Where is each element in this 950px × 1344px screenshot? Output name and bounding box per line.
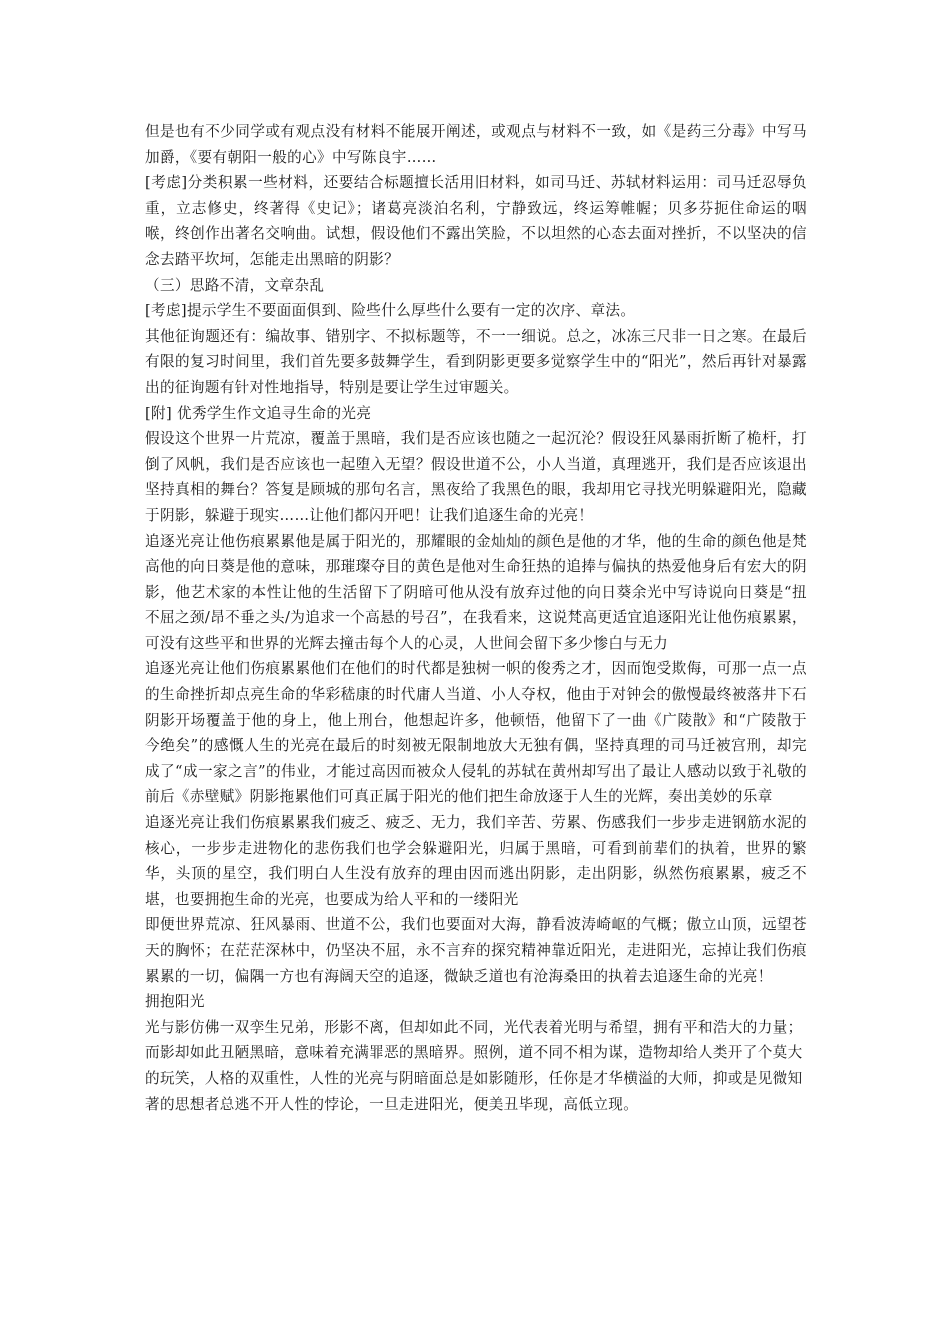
paragraph: 追逐光亮让他们伤痕累累他们在他们的时代都是独树一帜的俊秀之才，因而饱受欺侮，可那一点一点的生命挫折却点亮生命的华彩嵇康的时代庸人当道、小人夺权，他由于对钟会的傲慢最终被落井下石阴影开场覆盖于他的身上，他上刑台，他想起许多，他顿悟，他留下了一曲《广陵散》和“广陵散于今绝矣”的感慨人生的光亮在最后的时刻被无限制地放大无独有偶，坚持真理的司马迁被宫刑，却完成了“成一家之言”的伟业，才能过高因而被众人侵轧的苏轼在黄州却写出了最让人感动以致于礼敬的前后《赤壁赋》阴影拖累他们可真正属于阳光的他们把生命放逐于人生的光辉，奏出美妙的乐章 — [145, 660, 807, 806]
paragraph: 即便世界荒凉、狂风暴雨、世道不公，我们也要面对大海，静看波涛崎岖的气概；傲立山顶，远望苍天的胸怀；在茫茫深林中，仍坚决不屈，永不言弃的探究精神靠近阳光，走进阳光，忘掉让我们伤痕累累的一切，偏隅一方也有海阔天空的追逐，微缺乏道也有沧海桑田的执着去追逐生命的光亮！ — [145, 916, 807, 985]
paragraph: 但是也有不少同学或有观点没有材料不能展开阐述，或观点与材料不一致，如《是药三分毒》中写马加爵，《要有朝阳一般的心》中写陈良宇…… — [145, 123, 807, 166]
paragraph: 光与影仿佛一双孪生兄弟，形影不离，但却如此不同，光代表着光明与希望，拥有平和浩大的力量；而影却如此丑陋黑暗，意味着充满罪恶的黑暗界。照例，道不同不相为谋，造物却给人类开了个莫大的玩笑，人格的双重性，人性的光亮与阴暗面总是如影随形，任你是才华横溢的大师，抑或是见微知著的思想者总逃不开人性的悖论，一旦走进阳光，便美丑毕现，高低立现。 — [145, 1018, 803, 1113]
section-heading: （三）思路不清，文章杂乱 — [145, 276, 325, 294]
paragraph: 假设这个世界一片荒凉，覆盖于黑暗，我们是否应该也随之一起沉沦？假设狂风暴雨折断了桅杆，打倒了风帆，我们是否应该也一起堕入无望？假设世道不公，小人当道，真理逃开，我们是否应该退出坚持真相的舞台？答复是顾城的那句名言，黑夜给了我黑色的眼，我却用它寻找光明躲避阳光，隐藏于阴影，躲避于现实……让他们都闪开吧！让我们追逐生命的光亮！ — [145, 430, 807, 524]
document-body — [145, 119, 807, 1117]
essay-title: [附] 优秀学生作文追寻生命的光亮 — [145, 404, 372, 422]
paragraph: 追逐光亮让我们伤痕累累我们疲乏、疲乏、无力，我们辛苦、劳累、伤感我们一步步走进钢筋水泥的核心，一步步走进物化的悲伤我们也学会躲避阳光，归属于黑暗，可看到前辈们的执着，世界的繁华，头顶的星空，我们明白人生没有放弃的理由因而逃出阴影，走出阴影，纵然伤痕累累，疲乏不堪，也要拥抱生命的光亮，也要成为给人平和的一缕阳光 — [145, 814, 807, 908]
essay-title: 拥抱阳光 — [145, 993, 205, 1011]
paragraph: 其他征询题还有：编故事、错别字、不拟标题等，不一一细说。总之，冰冻三尺非一日之寒。在最后有限的复习时间里，我们首先要多鼓舞学生，看到阴影更要多觉察学生中的“阳光”，然后再针对暴露出的征询题有针对性地指导，特别是要让学生过审题关。 — [145, 327, 807, 396]
paragraph: [考虑]提示学生不要面面俱到、险些什么厚些什么要有一定的次序、章法。 — [145, 302, 636, 320]
paragraph: 追逐光亮让他伤痕累累他是属于阳光的，那耀眼的金灿灿的颜色是他的才华，他的生命的颜色他是梵高他的向日葵是他的意味，那璀璨夺目的黄色是他对生命狂热的追捧与偏执的热爱他身后有宏大的阴影，他艺术家的本性让他的生活留下了阴暗可他从没有放弃过他的向日葵余光中写诗说向日葵是“扭不屈之颈/昂不垂之头/为追求一个高悬的号召”，在我看来，这说梵高更适宜追逐阳光让他伤痕累累，可没有这些平和世界的光辉去撞击每个人的心灵，人世间会留下多少惨白与无力 — [145, 532, 807, 652]
paragraph: [考虑]分类积累一些材料，还要结合标题擅长活用旧材料，如司马迁、苏轼材料运用：司马迁忍辱负重，立志修史，终著得《史记》；诸葛亮淡泊名利，宁静致远，终运筹帷幄；贝多芬扼住命运的咽喉，终创作出著名交响曲。试想，假设他们不露出笑脸，不以坦然的心态去面对挫折，不以坚决的信念去踏平坎坷，怎能走出黑暗的阴影？ — [145, 174, 807, 268]
